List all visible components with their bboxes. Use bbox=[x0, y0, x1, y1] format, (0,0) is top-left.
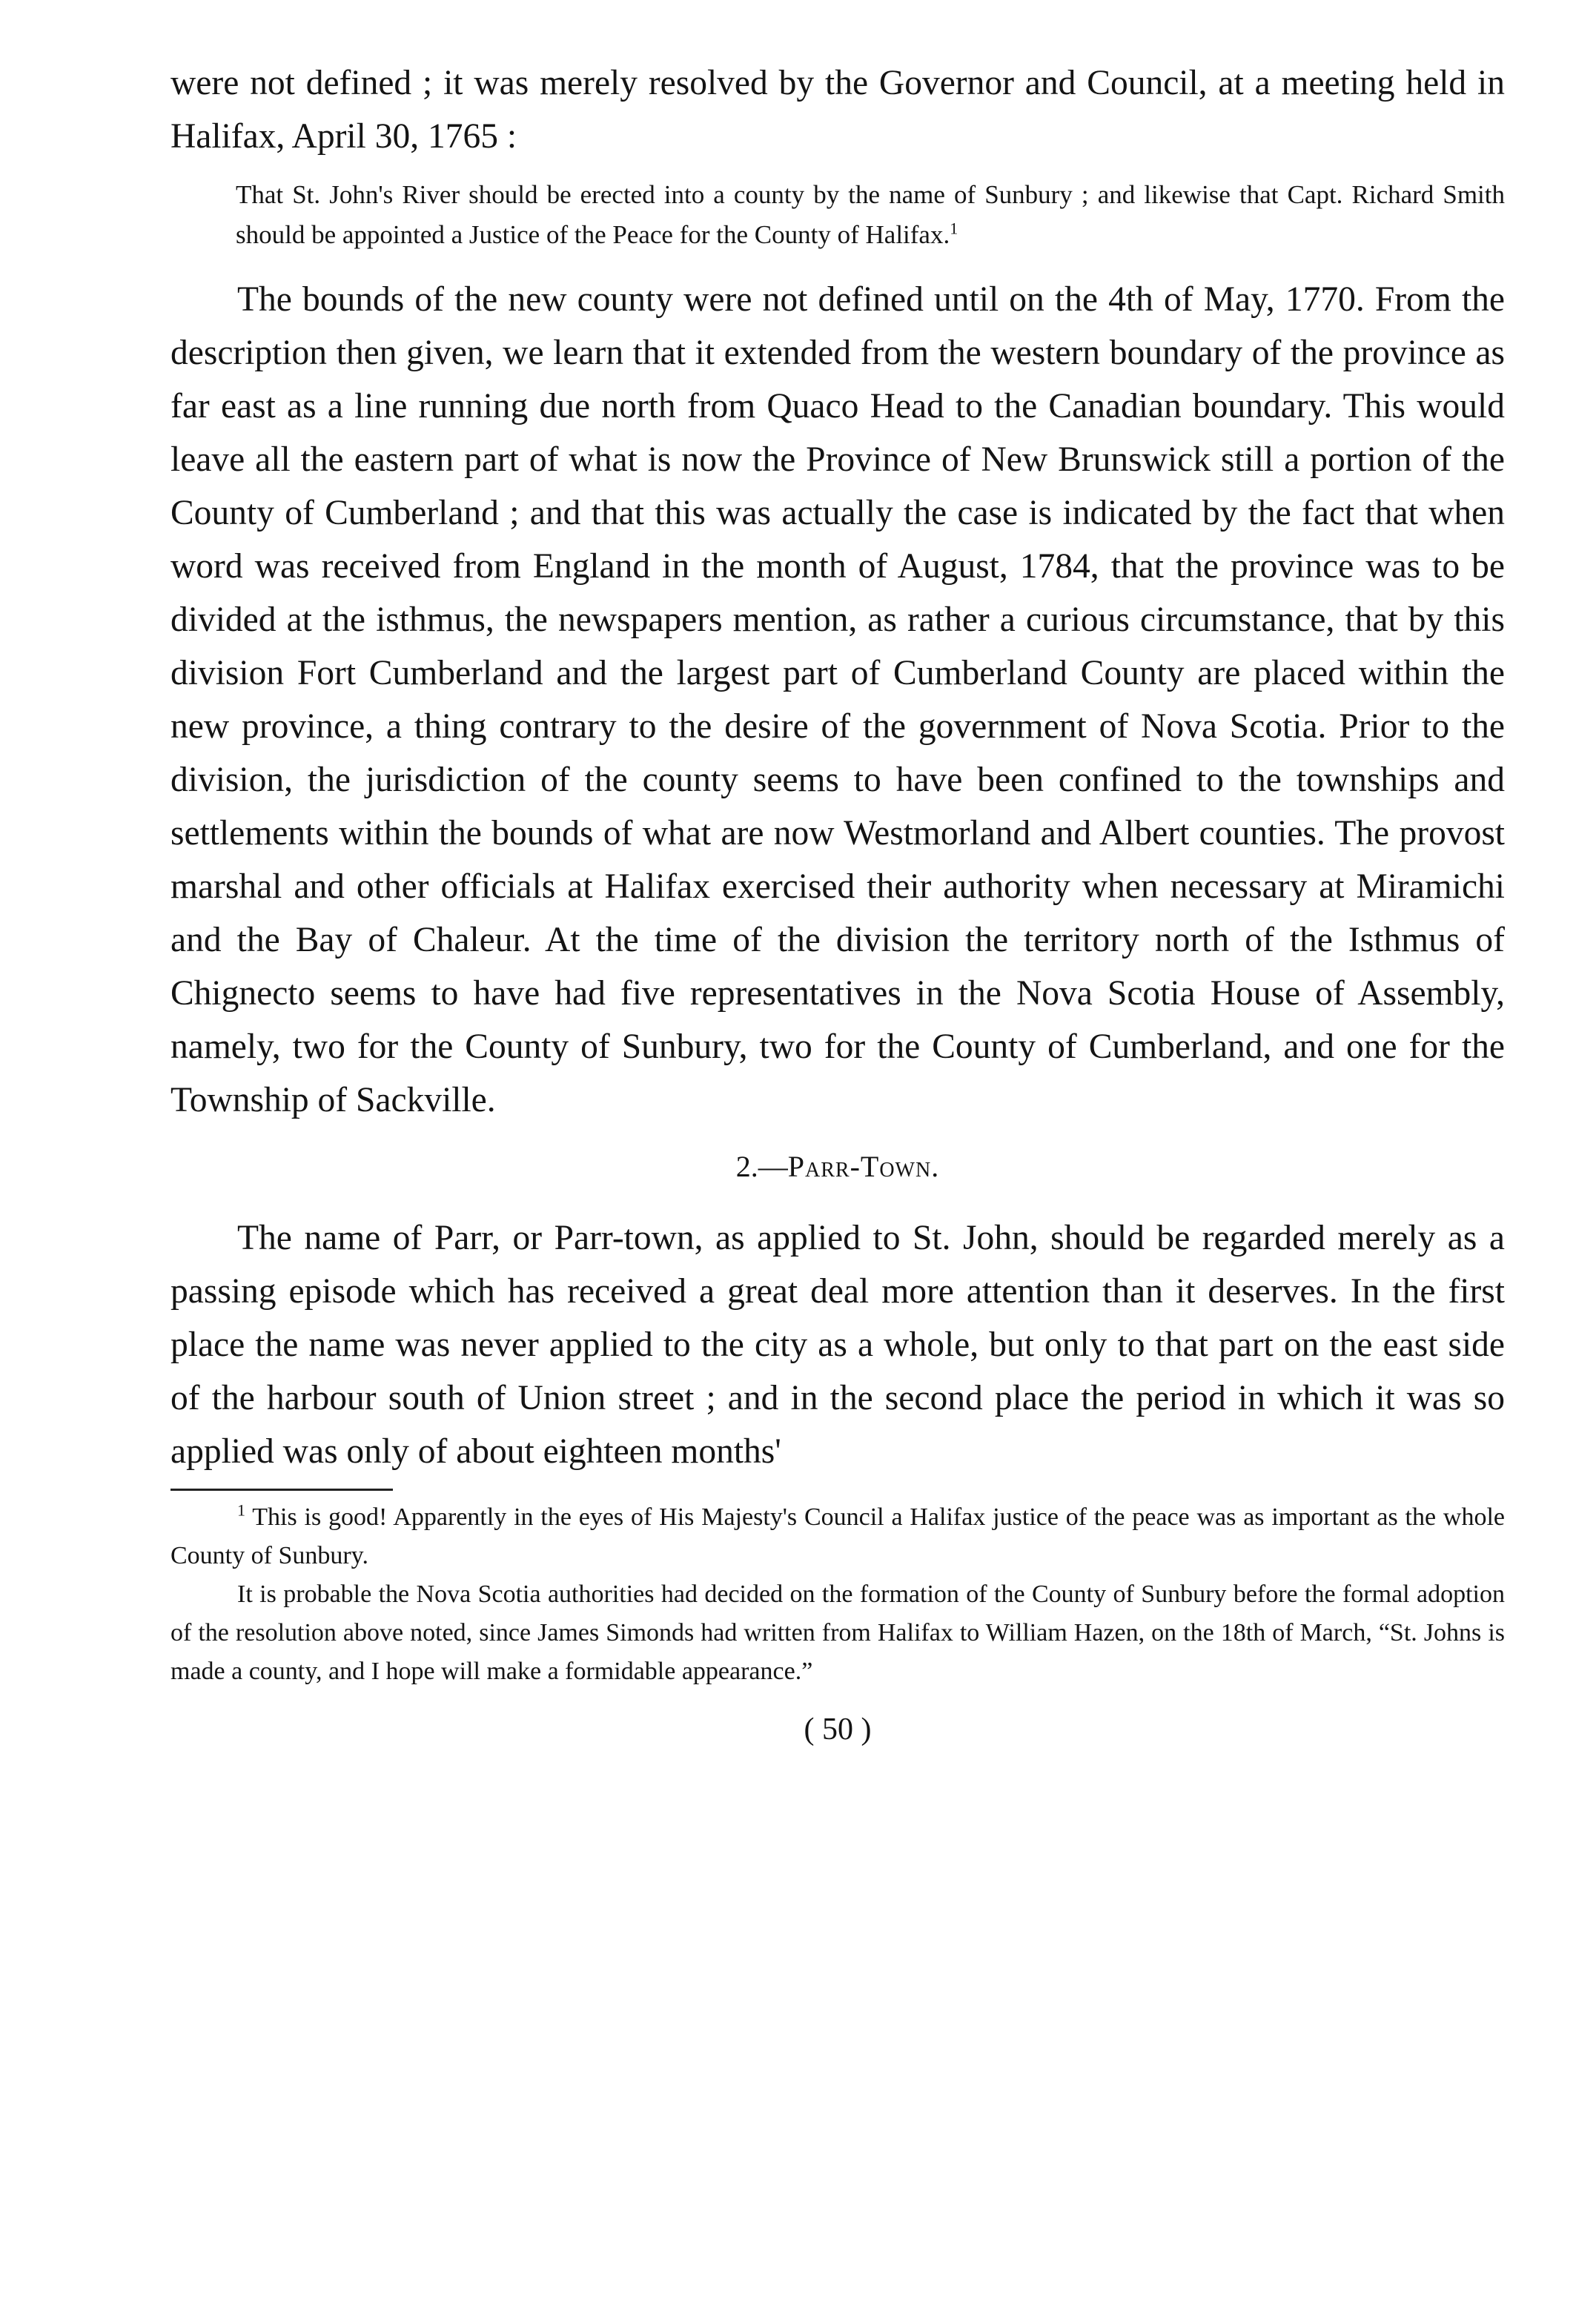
quote-text: That St. John's River should be erected into a county by the name of Sunbury ; and likewise that Capt. Richard Smith should be appointed a Justice of the Peace for the County of Halifax. bbox=[236, 180, 1505, 249]
section-heading bbox=[170, 1145, 1505, 1189]
paragraph-2: The bounds of the new county were not defined until on the 4th of May, 1770. From the description then given, we learn that it extended from the western boundary of the province as far east as a line running due north from Quaco Head to the Canadian boundary. This would leave all the eastern part of what is now the Province of New Brunswick still a portion of the County of Cumberland ; and that this was actually the case is indicated by the fact that when word was received from England in the month of August, 1784, that the province was to be divided at the isthmus, the newspapers mention, as rather a curious circumstance, that by this division Fort Cumberland and the largest part of Cumberland County are placed within the new province, a thing contrary to the desire of the government of Nova Scotia. Prior to the division, the jurisdiction of the county seems to have been confined to the townships and settlements within the bounds of what are now Westmorland and Albert counties. The provost marshal and other officials at Halifax exercised their authority when necessary at Miramichi and the Bay of Chaleur. At the time of the division the territory north of the Isthmus of Chignecto seems to have had five representatives in the Nova Scotia House of Assembly, namely, two for the County of Sunbury, two for the County of Cumberland, and one for the Township of Sackville. bbox=[170, 280, 1505, 1119]
footnote-1 bbox=[170, 1498, 1505, 1575]
document-page bbox=[170, 56, 1505, 1747]
page-number: ( 50 ) bbox=[804, 1712, 872, 1747]
section-title: Parr-Town. bbox=[787, 1150, 940, 1183]
section-number: 2.— bbox=[735, 1150, 788, 1183]
footnote-divider bbox=[170, 1489, 393, 1491]
council-resolution-quote bbox=[170, 175, 1505, 255]
footnote-1-marker: 1 bbox=[237, 1500, 245, 1520]
footnote-1-text: This is good! Apparently in the eyes of His Majesty's Council a Halifax justice of the peace was as important as the whole County of Sunbury. bbox=[170, 1503, 1506, 1569]
paragraph-3: The name of Parr, or Parr-town, as applied to St. John, should be regarded merely as a passing episode which has received a great deal more attention than it deserves. In the first place the name was never applied to the city as a whole, but only to that part on the east side of the harbour south of Union street ; and in the second place the period in which it was so applied was only of about eighteen months' bbox=[170, 1219, 1505, 1471]
paragraph-1: were not defined ; it was merely resolved by the Governor and Council, at a meeting held in Halifax, April 30, 1765 : bbox=[170, 64, 1505, 156]
footnote-2: It is probable the Nova Scotia authorities had decided on the formation of the County of Sunbury before the formal adoption of the resolution above noted, since James Simonds had written from Halifax to William Hazen, on the 18th of March, “St. Johns is made a county, and I hope will make a formidable appearance.” bbox=[170, 1581, 1505, 1685]
quote-footnote-marker[interactable]: 1 bbox=[950, 219, 958, 238]
